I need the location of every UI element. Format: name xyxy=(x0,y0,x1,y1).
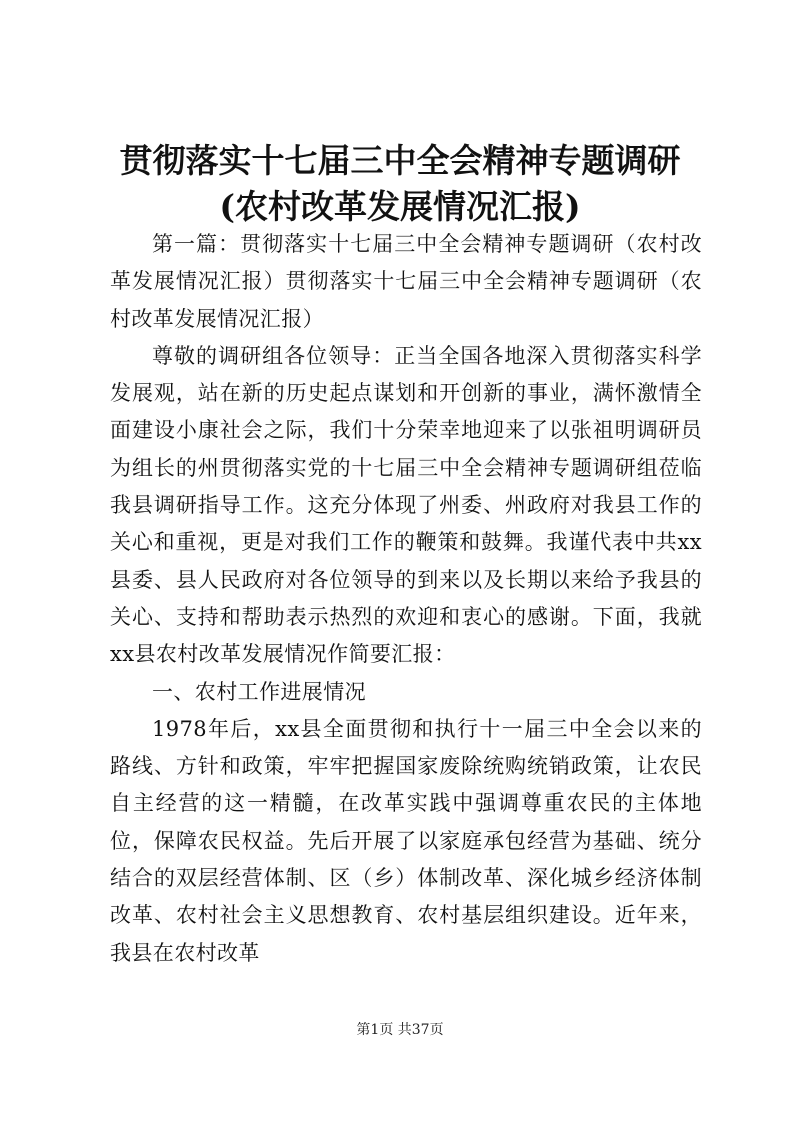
paragraph-greeting: 尊敬的调研组各位领导：正当全国各地深入贯彻落实科学发展观，站在新的历史起点谋划和开创新的事业，满怀激情全面建设小康社会之际，我们十分荣幸地迎来了以张祖明调研员为组长的州贯彻落实党的十七届三中全会精神专题调研组莅临我县调研指导工作。这充分体现了州委、州政府对我县工作的关心和重视，更是对我们工作的鞭策和鼓舞。我谨代表中共xx县委、县人民政府对各位领导的到来以及长期以来给予我县的关心、支持和帮助表示热烈的欢迎和衷心的感谢。下面，我就xx县农村改革发展情况作简要汇报： xyxy=(110,343,702,667)
document-body xyxy=(110,226,702,972)
paragraph-intro: 第一篇：贯彻落实十七届三中全会精神专题调研（农村改革发展情况汇报）贯彻落实十七届三中全会精神专题调研（农村改革发展情况汇报） xyxy=(110,232,702,331)
section-heading: 一、农村工作进展情况 xyxy=(152,679,366,704)
page-footer: 第1页 共37页 xyxy=(356,1022,444,1038)
document-title: 贯彻落实十七届三中全会精神专题调研(农村改革发展情况汇报) xyxy=(119,141,681,226)
paragraph-history: 1978年后，xx县全面贯彻和执行十一届三中全会以来的路线、方针和政策，牢牢把握国家废除统购统销政策，让农民自主经营的这一精髓，在改革实践中强调尊重农民的主体地位，保障农民权益。先后开展了以家庭承包经营为基础、统分结合的双层经营体制、区（乡）体制改革、深化城乡经济体制改革、农村社会主义思想教育、农村基层组织建设。近年来，我县在农村改革 xyxy=(110,716,702,965)
